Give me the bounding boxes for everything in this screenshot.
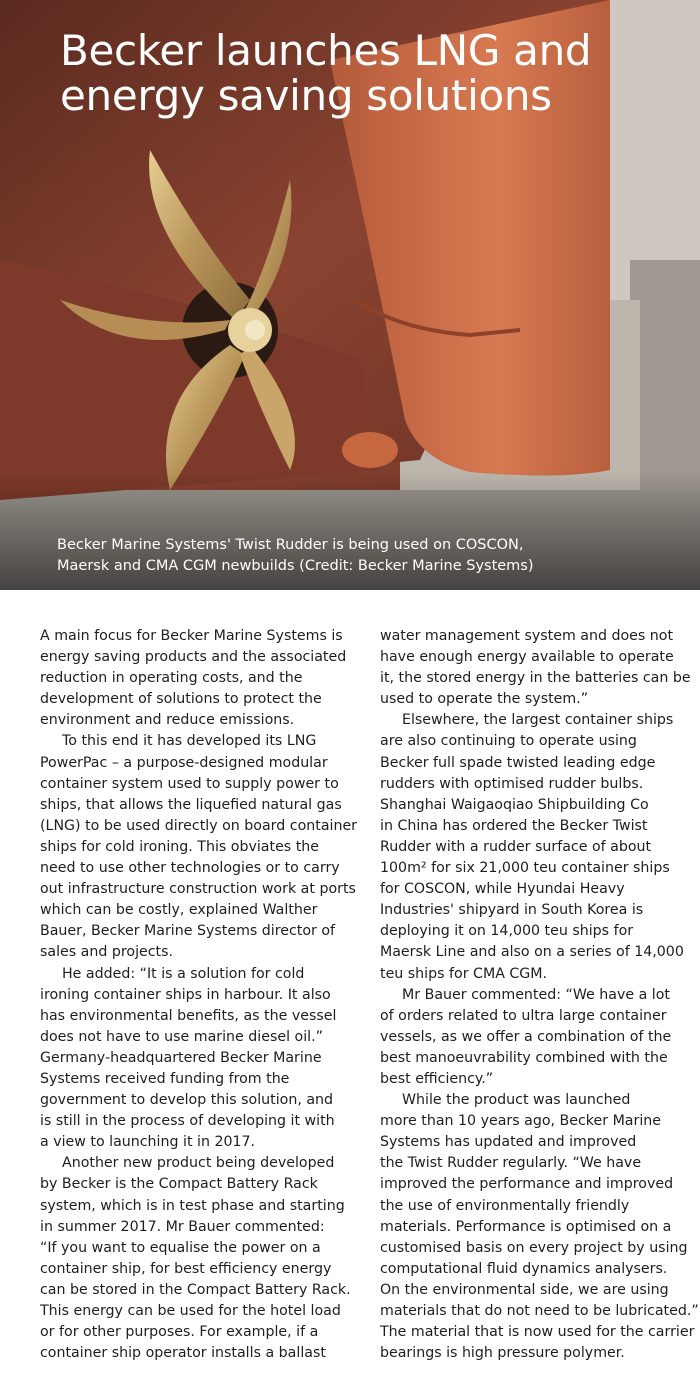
text-line: it, the stored energy in the batteries can be	[380, 670, 691, 687]
text-line: for COSCON, while Hyundai Heavy	[380, 881, 625, 898]
text-line: improved the performance and improved	[380, 1176, 674, 1193]
text-line: Rudder with a rudder surface of about	[380, 838, 652, 855]
text-line: best manoeuvrability combined with the	[380, 1049, 668, 1066]
text-line: Another new product being developed	[62, 1155, 335, 1172]
text-line: The material that is now used for the carrier	[380, 1324, 695, 1341]
text-line: have enough energy available to operate	[380, 649, 674, 666]
text-line: computational fluid dynamics analysers.	[380, 1260, 668, 1277]
text-line: the Twist Rudder regularly. “We have	[380, 1155, 642, 1172]
text-line: PowerPac – a purpose-designed modular	[40, 754, 328, 771]
text-line: Maersk Line and also on a series of 14,000	[380, 944, 684, 961]
text-line: While the product was launched	[402, 1092, 631, 1109]
text-line: is still in the process of developing it with	[40, 1113, 335, 1130]
text-line: customised basis on every project by using	[380, 1239, 688, 1256]
text-line: which can be costly, explained Walther	[40, 902, 318, 919]
text-line: This energy can be used for the hotel load	[40, 1303, 341, 1319]
text-line: can be stored in the Compact Battery Rack.	[40, 1281, 351, 1298]
text-line: are also continuing to operate using	[380, 733, 637, 750]
text-line: rudders with optimised rudder bulbs.	[380, 775, 644, 792]
text-line: does not have to use marine diesel oil.”	[40, 1028, 323, 1045]
text-line: He added: “It is a solution for cold	[62, 965, 305, 982]
text-line: in China has ordered the Becker Twist	[380, 817, 648, 834]
text-line: ships for cold ironing. This obviates the	[40, 838, 319, 855]
text-line: government to develop this solution, and	[40, 1092, 334, 1109]
text-line: ironing container ships in harbour. It also	[40, 986, 331, 1003]
photo-caption	[57, 535, 677, 577]
text-line: a view to launching it in 2017.	[40, 1134, 256, 1151]
caption-line: Maersk and CMA CGM newbuilds (Credit: Becker Marine Systems)	[57, 558, 534, 574]
text-line: Germany-headquartered Becker Marine	[40, 1049, 322, 1066]
text-line: Mr Bauer commented: “We have a lot	[402, 986, 670, 1003]
article-column-left	[40, 626, 362, 1364]
article-headline	[60, 28, 680, 118]
text-line: A main focus for Becker Marine Systems is	[40, 628, 343, 644]
text-line: used to operate the system.”	[380, 691, 589, 708]
text-line: Shanghai Waigaoqiao Shipbuilding Co	[380, 796, 649, 813]
text-line: by Becker is the Compact Battery Rack	[40, 1176, 318, 1193]
text-line: environment and reduce emissions.	[40, 712, 295, 729]
text-line: Industries' shipyard in South Korea is	[380, 902, 644, 919]
text-line: vessels, as we offer a combination of the	[380, 1028, 672, 1045]
text-line: in summer 2017. Mr Bauer commented:	[40, 1218, 325, 1235]
text-line: “If you want to equalise the power on a	[40, 1239, 321, 1256]
text-line: Elsewhere, the largest container ships	[402, 712, 674, 729]
text-line: out infrastructure construction work at ports	[40, 881, 356, 898]
text-line: ships, that allows the liquefied natural gas	[40, 796, 342, 813]
text-line: has environmental benefits, as the vessel	[40, 1007, 337, 1024]
text-line: container ship, for best efficiency energy	[40, 1260, 332, 1277]
text-line: energy saving products and the associated	[40, 649, 347, 666]
text-line: system, which is in test phase and starting	[40, 1197, 345, 1214]
text-line: development of solutions to protect the	[40, 691, 322, 708]
text-line: the use of environmentally friendly	[380, 1197, 630, 1214]
text-line: 100m² for six 21,000 teu container ships	[380, 860, 670, 877]
text-line: Systems has updated and improved	[380, 1134, 637, 1151]
headline-line: Becker launches LNG and	[60, 26, 592, 75]
caption-line: Becker Marine Systems' Twist Rudder is being used on COSCON,	[57, 537, 524, 553]
text-line: or for other purposes. For example, if a	[40, 1324, 319, 1341]
text-line: To this end it has developed its LNG	[62, 733, 317, 750]
text-line: On the environmental side, we are using	[380, 1281, 669, 1298]
text-line: bearings is high pressure polymer.	[380, 1345, 625, 1362]
article-column-right	[380, 626, 699, 1364]
text-line: best efficiency.”	[380, 1070, 494, 1087]
text-line: water management system and does not	[380, 628, 674, 644]
text-line: Bauer, Becker Marine Systems director of	[40, 923, 336, 940]
text-line: materials that do not need to be lubricated.”	[380, 1303, 699, 1319]
text-line: materials. Performance is optimised on a	[380, 1218, 672, 1235]
text-line: need to use other technologies or to carry	[40, 860, 340, 877]
text-line: Becker full spade twisted leading edge	[380, 754, 656, 771]
text-line: sales and projects.	[40, 944, 174, 961]
text-line: deploying it on 14,000 teu ships for	[380, 923, 634, 940]
text-line: reduction in operating costs, and the	[40, 670, 303, 687]
text-line: of orders related to ultra large container	[380, 1007, 667, 1024]
text-line: container ship operator installs a ballast	[40, 1345, 326, 1362]
headline-line: energy saving solutions	[60, 71, 552, 120]
hero-photo	[0, 0, 700, 590]
text-line: teu ships for CMA CGM.	[380, 965, 548, 982]
text-line: container system used to supply power to	[40, 775, 339, 792]
text-line: (LNG) to be used directly on board container	[40, 817, 358, 834]
text-line: more than 10 years ago, Becker Marine	[380, 1113, 661, 1130]
text-line: Systems received funding from the	[40, 1070, 290, 1087]
